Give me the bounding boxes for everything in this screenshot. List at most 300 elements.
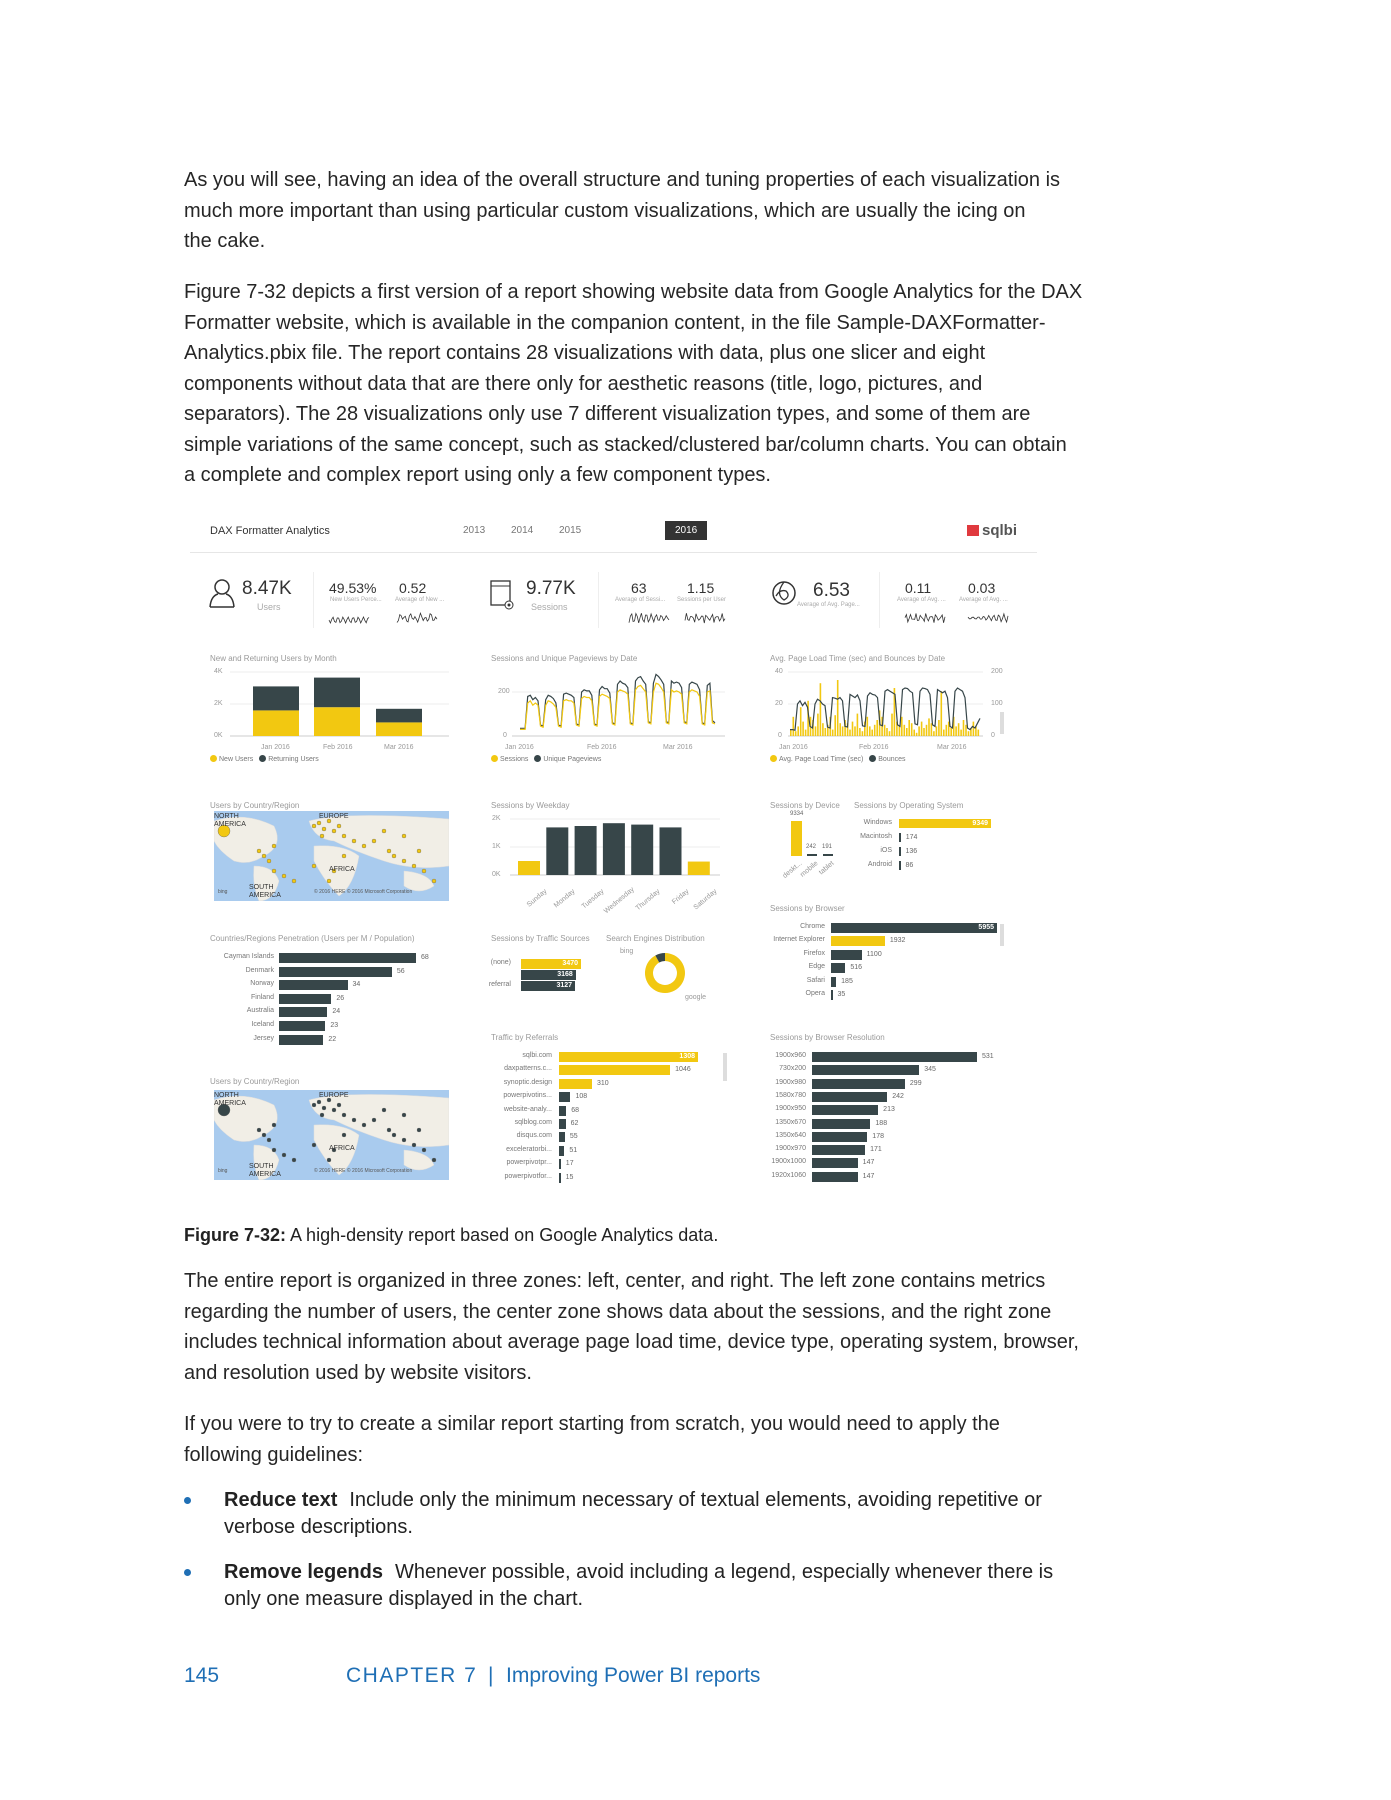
data-label: 56	[396, 967, 405, 975]
bar-weekday[interactable]	[575, 826, 597, 875]
chart-title-weekday: Sessions by Weekday	[491, 801, 570, 810]
bar-resolution[interactable]	[812, 1105, 878, 1115]
map-point[interactable]	[320, 834, 324, 838]
chart-title-browser: Sessions by Browser	[770, 904, 845, 913]
bar-weekday[interactable]	[546, 827, 568, 875]
y-tick: 0	[778, 732, 782, 739]
legend-users-month: New Users Returning Users	[210, 755, 319, 763]
bar-page-load-time[interactable]	[884, 725, 886, 736]
bar-page-load-time[interactable]	[869, 726, 871, 736]
map-point[interactable]	[332, 829, 336, 833]
bar-penetration[interactable]	[279, 1021, 325, 1031]
x-tick: Tuesday	[580, 888, 606, 911]
map-point[interactable]	[412, 864, 416, 868]
map-point[interactable]	[282, 1153, 286, 1157]
bar-penetration[interactable]	[279, 980, 348, 990]
bar-page-load-time[interactable]	[805, 730, 807, 736]
bar-page-load-time[interactable]	[790, 730, 792, 736]
bar-browser[interactable]	[831, 977, 836, 987]
map-point[interactable]	[432, 879, 436, 883]
bar-page-load-time[interactable]	[933, 731, 935, 736]
bar-page-load-time[interactable]	[968, 731, 970, 736]
map-point[interactable]	[342, 1113, 346, 1117]
bar-page-load-time[interactable]	[904, 725, 906, 736]
chart-title-map-users: Users by Country/Region	[210, 801, 300, 810]
figure-caption	[184, 1224, 718, 1246]
data-label: 516	[850, 964, 863, 972]
bar-page-load-time[interactable]	[941, 691, 943, 736]
chart-title-os: Sessions by Operating System	[854, 801, 964, 810]
bar-resolution[interactable]	[812, 1065, 919, 1075]
bar-page-load-time[interactable]	[859, 728, 861, 736]
bar-page-load-time[interactable]	[837, 680, 839, 736]
y-tick-right: 200	[991, 668, 1003, 675]
map-point[interactable]	[272, 1148, 276, 1152]
kpi-sessions-per-user-label: Sessions per User	[677, 597, 727, 603]
footer-title: Improving Power BI reports	[506, 1664, 761, 1687]
text-line: a complete and complex report using only a few component types.	[184, 464, 771, 486]
map-point[interactable]	[422, 869, 426, 873]
bar-resolution[interactable]	[812, 1158, 858, 1168]
bar-penetration[interactable]	[279, 1035, 323, 1045]
data-label: 188	[875, 1119, 888, 1127]
y-tick: 20	[775, 700, 783, 707]
bar-referrals[interactable]	[559, 1132, 565, 1142]
bar-label: Macintosh	[860, 833, 892, 840]
bar-label: 1900x980	[775, 1078, 806, 1086]
y-tick-right: 0	[991, 732, 995, 739]
data-label: 55	[569, 1133, 578, 1141]
bar-page-load-time[interactable]	[943, 730, 945, 736]
x-tick: Jan 2016	[505, 744, 534, 751]
data-label: 1100	[866, 950, 882, 958]
x-tick: Friday	[670, 888, 690, 906]
data-label: 1308	[679, 1053, 695, 1060]
bar-label: powerpivotfor...	[504, 1172, 552, 1180]
text-line: As you will see, having an idea of the overall structure and tuning properties of each visualization is	[184, 169, 1061, 191]
bar-page-load-time[interactable]	[946, 725, 948, 736]
kpi-avg2-label: Average of Avg. ...	[959, 597, 1008, 603]
bar-new-users[interactable]	[253, 710, 299, 736]
map-label: SOUTH AMERICA	[249, 1163, 281, 1178]
data-label: 178	[872, 1132, 884, 1140]
map-point[interactable]	[312, 864, 316, 868]
bar-page-load-time[interactable]	[963, 720, 965, 736]
map-point[interactable]	[312, 1143, 316, 1147]
bar-penetration[interactable]	[279, 1007, 327, 1017]
bar-new-users[interactable]	[314, 707, 360, 736]
kpi-users-label: Users	[257, 602, 281, 612]
data-label: 3127	[556, 982, 573, 989]
legend-load-bounces: Avg. Page Load Time (sec) Bounces	[770, 755, 906, 763]
map-point[interactable]	[382, 1108, 386, 1112]
bar-label: daxpatterns.c...	[504, 1065, 552, 1073]
bar-page-load-time[interactable]	[849, 730, 851, 736]
bar-page-load-time[interactable]	[928, 718, 930, 736]
bar-label: Internet Explorer	[773, 936, 825, 944]
x-tick: Feb 2016	[323, 744, 353, 751]
kpi-sessions-value: 9.77K	[526, 578, 576, 599]
data-label: 1932	[889, 937, 906, 945]
bar-page-load-time[interactable]	[965, 725, 967, 736]
map-point[interactable]	[292, 1158, 296, 1162]
data-label: 108	[575, 1093, 588, 1101]
bar-page-load-time[interactable]	[906, 728, 908, 736]
bullet-term: Reduce text	[224, 1489, 338, 1511]
map-point[interactable]	[402, 834, 406, 838]
map-point[interactable]	[417, 1128, 421, 1132]
bar-page-load-time[interactable]	[973, 722, 975, 736]
bar-resolution[interactable]	[812, 1132, 867, 1142]
chart-title-referrals: Traffic by Referrals	[491, 1033, 559, 1042]
text-line: and resolution used by website visitors.	[184, 1361, 532, 1384]
bar-page-load-time[interactable]	[839, 723, 841, 736]
map-point[interactable]	[327, 879, 331, 883]
map-point[interactable]	[257, 849, 261, 853]
bar-page-load-time[interactable]	[852, 722, 854, 736]
year-2016-selected[interactable]: 2016	[665, 521, 707, 540]
bar-os[interactable]	[899, 847, 901, 856]
bar-page-load-time[interactable]	[913, 730, 915, 736]
bing-logo: bing	[218, 889, 228, 895]
caption-text: A high-density report based on Google Analytics data.	[290, 1225, 719, 1245]
bar-label: Norway	[250, 980, 274, 988]
data-label: 3168	[557, 971, 573, 978]
bar-resolution[interactable]	[812, 1172, 858, 1182]
map-point[interactable]	[317, 1100, 321, 1104]
bar-page-load-time[interactable]	[908, 720, 910, 736]
data-label: 24	[332, 1008, 341, 1016]
referrals-scrollbar[interactable]	[723, 1053, 727, 1081]
data-label: 51	[569, 1146, 578, 1154]
bar-weekday[interactable]	[631, 825, 653, 875]
map-point[interactable]	[267, 1138, 271, 1142]
map-point[interactable]	[382, 829, 386, 833]
bar-page-load-time[interactable]	[817, 714, 819, 736]
bar-label: sqlbi.com	[522, 1052, 552, 1059]
bar-referrals[interactable]	[559, 1065, 670, 1075]
map-copyright: © 2016 HERE © 2016 Microsoft Corporation	[314, 1168, 413, 1174]
map-label: EUROPE	[319, 1092, 349, 1099]
bar-label: 1920x1060	[771, 1171, 806, 1179]
bar-page-load-time[interactable]	[862, 731, 864, 736]
paragraph-figure-description	[184, 277, 1082, 491]
map-point[interactable]	[337, 824, 341, 828]
map-label: AFRICA	[329, 1145, 355, 1152]
bar-label: 730x200	[779, 1065, 806, 1073]
bar-os[interactable]	[899, 833, 901, 842]
y-tick: 0K	[492, 871, 501, 878]
chart-title-sessions-date: Sessions and Unique Pageviews by Date	[491, 654, 638, 663]
kpi-avg-sessions-value: 63	[631, 580, 647, 596]
bar-page-load-time[interactable]	[950, 728, 952, 736]
map-point[interactable]	[317, 821, 321, 825]
bar-browser[interactable]	[831, 963, 845, 973]
kpi-sessions-label: Sessions	[531, 602, 568, 612]
text-line: Figure 7-32 depicts a first version of a report showing website data from Google Analytics for the DAX	[184, 281, 1083, 303]
bar-page-load-time[interactable]	[802, 722, 804, 736]
bar-page-load-time[interactable]	[832, 730, 834, 736]
kpi-avg-page-label: Average of Avg. Page...	[797, 602, 860, 608]
legend-sessions-date: Sessions Unique Pageviews	[491, 755, 601, 763]
data-label: 242	[806, 844, 817, 850]
bar-label: Chrome	[800, 923, 825, 930]
kpi-avg-page-value: 6.53	[813, 580, 850, 601]
map-point[interactable]	[272, 1123, 276, 1127]
bar-page-load-time[interactable]	[800, 707, 802, 736]
map-point[interactable]	[267, 859, 271, 863]
map-point[interactable]	[272, 844, 276, 848]
bar-resolution[interactable]	[812, 1079, 905, 1089]
x-tick: tablet	[817, 860, 836, 877]
bullet-text: Include only the minimum necessary of textual elements, avoiding repetitive or	[349, 1489, 1042, 1511]
map-point[interactable]	[342, 1133, 346, 1137]
map-point[interactable]	[392, 1133, 396, 1137]
kpi-new-users-pct-label: New Users Perce...	[330, 597, 382, 603]
bar-page-load-time[interactable]	[923, 728, 925, 736]
data-label: 136	[905, 848, 918, 855]
bar-page-load-time[interactable]	[911, 723, 913, 736]
bar-page-load-time[interactable]	[899, 726, 901, 736]
map-point[interactable]	[312, 824, 316, 828]
bar-referrals[interactable]	[559, 1146, 564, 1156]
map-point[interactable]	[320, 1113, 324, 1117]
map-point[interactable]	[262, 854, 266, 858]
bar-page-load-time[interactable]	[921, 722, 923, 736]
data-label: 147	[862, 1172, 875, 1180]
bar-weekday[interactable]	[660, 827, 682, 875]
bar-referrals[interactable]	[559, 1159, 561, 1169]
map-point[interactable]	[387, 849, 391, 853]
bar-page-load-time[interactable]	[891, 714, 893, 736]
data-label: 310	[596, 1079, 609, 1087]
kpi-avg1-label: Average of Avg. ...	[897, 597, 946, 603]
map-point[interactable]	[342, 854, 346, 858]
bar-browser[interactable]	[831, 936, 885, 946]
bar-page-load-time[interactable]	[889, 731, 891, 736]
bar-page-load-time[interactable]	[938, 720, 940, 736]
bar-page-load-time[interactable]	[797, 726, 799, 736]
bar-returning-users[interactable]	[314, 678, 360, 708]
bullet-term: Remove legends	[224, 1561, 383, 1583]
map-point[interactable]	[322, 1106, 326, 1110]
bar-label: Opera	[805, 990, 825, 997]
y-tick: 1K	[492, 843, 501, 850]
map-point[interactable]	[352, 1118, 356, 1122]
bar-page-load-time[interactable]	[867, 717, 869, 736]
bar-device[interactable]	[807, 854, 817, 856]
bar-weekday[interactable]	[688, 862, 710, 875]
bar-page-load-time[interactable]	[822, 723, 824, 736]
bar-page-load-time[interactable]	[876, 720, 878, 736]
bar-returning-users[interactable]	[253, 686, 299, 710]
map-point[interactable]	[257, 1128, 261, 1132]
bar-penetration[interactable]	[279, 967, 392, 977]
bar-page-load-time[interactable]	[955, 726, 957, 736]
x-tick: Mar 2016	[384, 744, 414, 751]
data-label: 68	[571, 1106, 580, 1114]
bar-page-load-time[interactable]	[820, 683, 822, 736]
map-point[interactable]	[402, 1113, 406, 1117]
map-landmass	[404, 1150, 434, 1170]
year-2014[interactable]: 2014	[511, 525, 534, 536]
map-point[interactable]	[262, 1133, 266, 1137]
bar-returning-users[interactable]	[376, 709, 422, 723]
bar-new-users[interactable]	[376, 722, 422, 736]
footer-separator: |	[488, 1664, 494, 1687]
y-tick: 2K	[214, 700, 223, 707]
map-point[interactable]	[312, 1103, 316, 1107]
paragraph-guidelines	[184, 1409, 1000, 1470]
bar-page-load-time[interactable]	[815, 726, 817, 736]
data-label: 22	[328, 1035, 337, 1043]
bar-penetration[interactable]	[279, 953, 416, 963]
text-line: includes technical information about average page load time, device type, operating system, browser,	[184, 1331, 1079, 1353]
bar-page-load-time[interactable]	[874, 725, 876, 736]
map-point[interactable]	[372, 1118, 376, 1122]
bar-browser[interactable]	[831, 990, 833, 1000]
map-penetration[interactable]	[214, 1090, 449, 1180]
bar-referrals[interactable]	[559, 1092, 570, 1102]
map-point[interactable]	[402, 859, 406, 863]
browser-scrollbar[interactable]	[1000, 924, 1004, 946]
bar-resolution[interactable]	[812, 1145, 865, 1155]
bar-label: 1900x960	[775, 1052, 806, 1059]
bar-weekday[interactable]	[518, 861, 540, 875]
bar-label: powerpivotins...	[503, 1092, 552, 1100]
bar-page-load-time[interactable]	[936, 726, 938, 736]
bar-page-load-time[interactable]	[958, 723, 960, 736]
data-label: 1046	[675, 1066, 691, 1074]
map-point[interactable]	[342, 834, 346, 838]
map-point[interactable]	[362, 1123, 366, 1127]
map-copyright: © 2016 HERE © 2016 Microsoft Corporation	[314, 889, 413, 895]
text-line: regarding the number of users, the center zone shows data about the sessions, and the right zone	[184, 1300, 1052, 1323]
bar-page-load-time[interactable]	[834, 715, 836, 736]
text-line: components without data that are there only for aesthetic reasons (title, logo, pictures, and	[184, 372, 983, 395]
report-figure	[185, 510, 1040, 1190]
footer-chapter: CHAPTER 7	[346, 1664, 478, 1687]
map-point[interactable]	[412, 1143, 416, 1147]
x-tick: Saturday	[692, 888, 719, 912]
bar-weekday[interactable]	[603, 823, 625, 875]
bar-os[interactable]	[899, 861, 901, 870]
bar-page-load-time[interactable]	[901, 717, 903, 736]
bar-resolution[interactable]	[812, 1092, 887, 1102]
map-landmass	[404, 871, 434, 891]
bar-page-load-time[interactable]	[857, 714, 859, 736]
bar-page-load-time[interactable]	[926, 725, 928, 736]
bar-referrals[interactable]	[559, 1106, 566, 1116]
map-point[interactable]	[372, 839, 376, 843]
bar-page-load-time[interactable]	[854, 726, 856, 736]
map-point[interactable]	[387, 1128, 391, 1132]
year-2015[interactable]: 2015	[559, 525, 582, 536]
text-line: much more important than using particular custom visualizations, which are usually the icing on	[184, 199, 1026, 222]
bar-label: Safari	[806, 976, 825, 984]
bar-penetration[interactable]	[279, 994, 331, 1004]
bar-resolution[interactable]	[812, 1052, 977, 1062]
chart-title-users-month: New and Returning Users by Month	[210, 654, 337, 663]
bar-referrals[interactable]	[559, 1119, 566, 1129]
year-2013[interactable]: 2013	[463, 525, 486, 536]
bar-browser[interactable]	[831, 950, 862, 960]
bar-page-load-time[interactable]	[825, 728, 827, 736]
map-point[interactable]	[417, 849, 421, 853]
x-tick: Feb 2016	[859, 744, 889, 751]
bar-page-load-time[interactable]	[978, 730, 980, 736]
bar-label: synoptic.design	[503, 1078, 552, 1086]
bar-referrals[interactable]	[559, 1173, 561, 1183]
chart-title-search-engines: Search Engines Distribution	[606, 934, 705, 943]
bing-logo: bing	[218, 1168, 228, 1174]
data-label: 34	[352, 981, 361, 989]
map-label: EUROPE	[319, 813, 349, 820]
x-tick: Feb 2016	[587, 744, 617, 751]
bar-page-load-time[interactable]	[916, 733, 918, 736]
kpi-new-users-pct-value: 49.53%	[329, 580, 377, 596]
bar-page-load-time[interactable]	[842, 726, 844, 736]
map-point[interactable]	[392, 854, 396, 858]
data-label: 299	[909, 1079, 922, 1087]
data-label: 242	[892, 1092, 904, 1100]
os-scrollbar[interactable]	[1000, 712, 1004, 734]
bar-device[interactable]	[791, 821, 802, 856]
map-point[interactable]	[422, 1148, 426, 1152]
bar-page-load-time[interactable]	[795, 731, 797, 736]
bar-label: powerpivotpr...	[506, 1159, 552, 1167]
kpi-avg2-value: 0.03	[968, 580, 996, 596]
text-line: Analytics.pbix file. The report contains 28 visualizations with data, plus one slicer and eight	[184, 342, 986, 364]
map-point[interactable]	[292, 879, 296, 883]
bar-label: 1900x1000	[771, 1158, 806, 1166]
data-label: 174	[905, 834, 918, 841]
map-point[interactable]	[337, 1103, 341, 1107]
map-point[interactable]	[282, 874, 286, 878]
bar-resolution[interactable]	[812, 1119, 870, 1129]
bar-page-load-time[interactable]	[793, 717, 795, 736]
data-label: 26	[336, 994, 345, 1002]
bar-label: Windows	[863, 819, 892, 826]
kpi-avg-new-label: Average of New ...	[395, 597, 445, 603]
y-tick: 0	[503, 732, 507, 739]
map-point[interactable]	[332, 1108, 336, 1112]
bar-device[interactable]	[823, 854, 833, 856]
map-point[interactable]	[362, 844, 366, 848]
map-point[interactable]	[402, 1138, 406, 1142]
bar-referrals[interactable]	[559, 1079, 592, 1089]
map-point[interactable]	[327, 1158, 331, 1162]
bar-page-load-time[interactable]	[918, 726, 920, 736]
data-label: 5955	[978, 924, 994, 931]
bar-page-load-time[interactable]	[960, 730, 962, 736]
map-users-by-country[interactable]	[214, 811, 449, 901]
sqlbi-logo: sqlbi	[967, 522, 1017, 539]
data-label: 68	[421, 954, 429, 961]
bar-page-load-time[interactable]	[871, 730, 873, 736]
map-point[interactable]	[322, 827, 326, 831]
bar-label: 1350x640	[775, 1131, 806, 1139]
x-tick: deskt...	[781, 860, 804, 880]
bar-label: exceleratorbi...	[506, 1145, 552, 1153]
map-point[interactable]	[432, 1158, 436, 1162]
x-tick: Sunday	[525, 888, 549, 909]
map-point[interactable]	[272, 869, 276, 873]
donut-label-bing: bing	[620, 948, 634, 955]
bullet-icon	[184, 1497, 191, 1504]
bar-page-load-time[interactable]	[886, 728, 888, 736]
map-point[interactable]	[352, 839, 356, 843]
